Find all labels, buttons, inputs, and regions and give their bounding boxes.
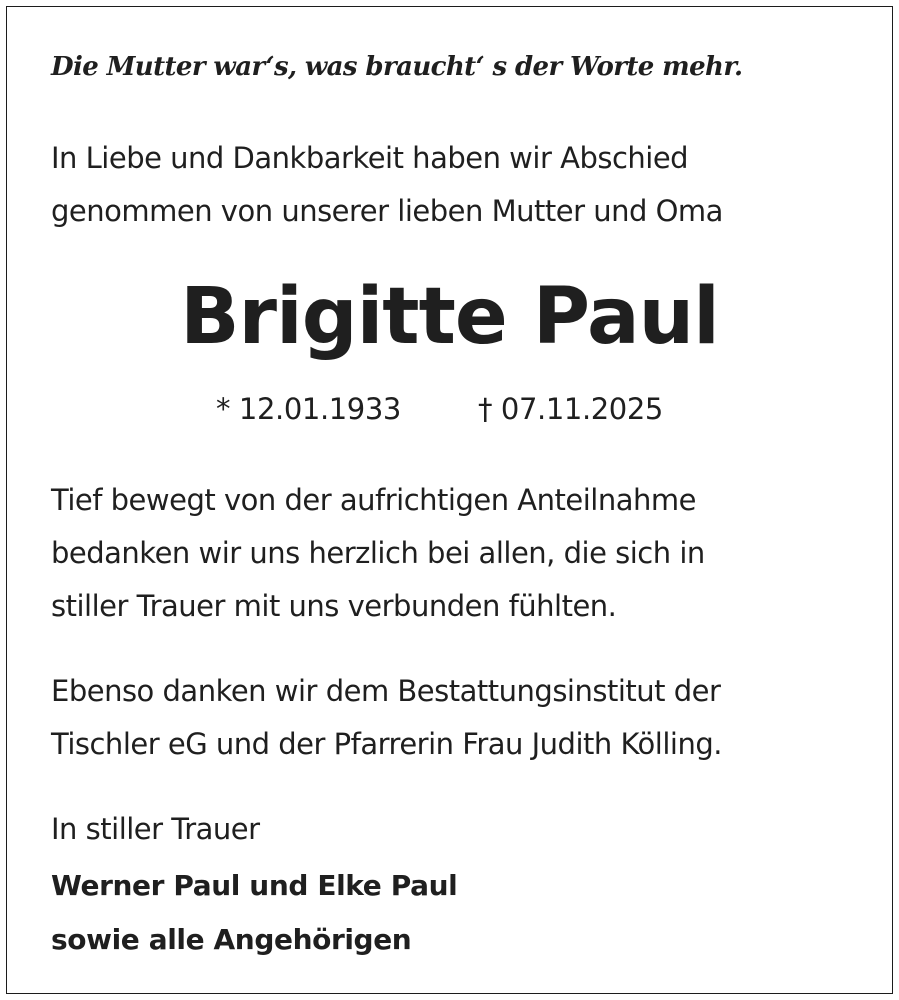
- intro-line: genommen von unserer lieben Mutter und Oma: [51, 194, 723, 228]
- thanks-line: Tief bewegt von der aufrichtigen Anteilnahme: [51, 483, 696, 517]
- intro-line: In Liebe und Dankbarkeit haben wir Abschied: [51, 141, 689, 175]
- funeral-thanks-paragraph: [51, 665, 722, 771]
- signer-names: Werner Paul und Elke Paul: [51, 869, 458, 902]
- intro-text: [51, 132, 723, 238]
- birth-date: * 12.01.1933: [216, 392, 401, 426]
- funeral-thanks-line: Ebenso danken wir dem Bestattungsinstitut der: [51, 674, 721, 708]
- deceased-name: Brigitte Paul: [180, 272, 719, 362]
- death-date: † 07.11.2025: [478, 392, 663, 426]
- funeral-thanks-line: Tischler eG und der Pfarrerin Frau Judith Kölling.: [51, 727, 722, 761]
- thanks-paragraph: [51, 474, 705, 633]
- signer-relatives: sowie alle Angehörigen: [51, 923, 412, 956]
- motto-quote: Die Mutter war‘s, was braucht‘ s der Worte mehr.: [51, 52, 743, 82]
- thanks-line: stiller Trauer mit uns verbunden fühlten.: [51, 589, 617, 623]
- thanks-line: bedanken wir uns herzlich bei allen, die sich in: [51, 536, 705, 570]
- closing-phrase: In stiller Trauer: [51, 812, 260, 846]
